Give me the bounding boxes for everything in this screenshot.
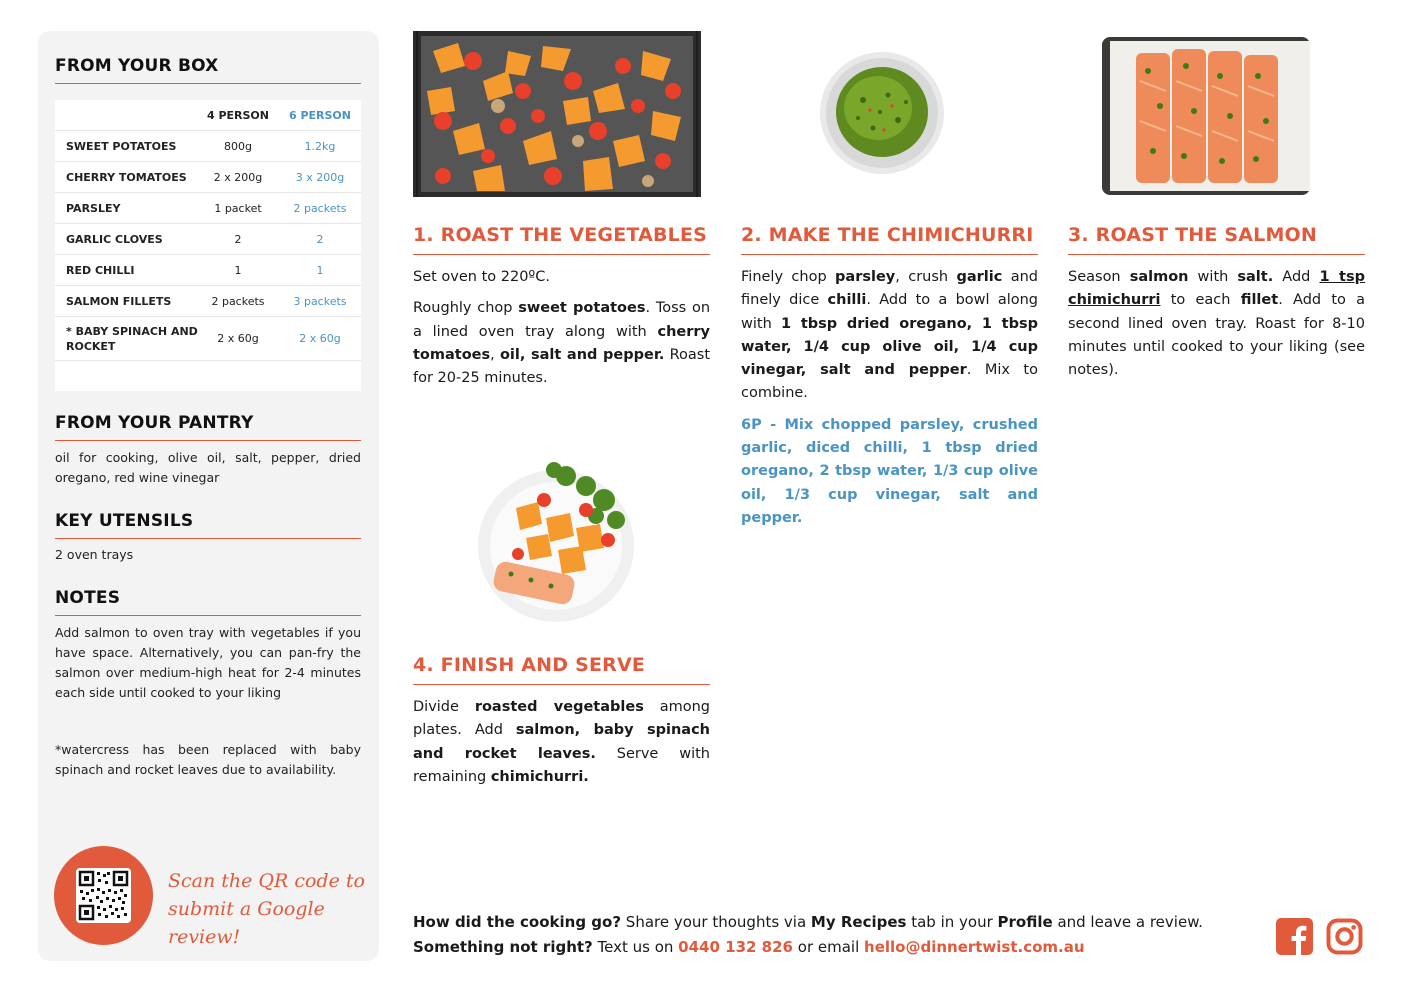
qty-6: 3 x 200g — [295, 170, 345, 184]
qty-6: 3 packets — [293, 294, 347, 308]
qty-4: 800g — [224, 139, 252, 153]
qty-6: 2 x 60g — [299, 332, 341, 345]
table-header — [55, 100, 361, 131]
table-row — [55, 162, 361, 193]
roasted-salmon-photo — [1098, 31, 1320, 197]
qr-badge — [54, 846, 153, 945]
footer-line-2: Something not right? Text us on 0440 132 826 or email hello@dinnertwist.com.au — [413, 938, 1085, 956]
step-1-title: 1. ROAST THE VEGETABLES — [413, 224, 708, 246]
ingredient-name: RED CHILLI — [66, 263, 135, 277]
step-1-body — [413, 266, 710, 398]
qty-4: 1 — [234, 263, 242, 277]
qr-code-icon[interactable] — [76, 868, 131, 923]
divider — [413, 684, 710, 685]
step-4-p1: Divide roasted vegetables among plates. Add salmon, baby spinach and rocket leaves. Serve with remaining chimichurri. — [413, 699, 710, 785]
table-row — [55, 193, 361, 224]
divider — [55, 440, 361, 441]
from-box-title: FROM YOUR BOX — [55, 56, 219, 76]
qty-6: 1 — [316, 263, 324, 277]
qty-4: 2 x 60g — [217, 332, 259, 345]
qty-6: 1.2kg — [304, 139, 336, 153]
qr-caption-line-2: submit a Google review! — [168, 898, 325, 948]
qty-4: 2 packets — [211, 294, 265, 308]
notes-title: NOTES — [55, 588, 121, 608]
step-2-title: 2. MAKE THE CHIMICHURRI — [741, 224, 1034, 246]
step-2-body — [741, 266, 1038, 538]
qty-6: 2 — [316, 232, 324, 246]
step-4-title: 4. FINISH AND SERVE — [413, 654, 646, 676]
ingredient-name: SALMON FILLETS — [66, 294, 172, 308]
table-row — [55, 286, 361, 317]
roasted-vegetables-photo — [413, 31, 701, 197]
qty-4: 2 x 200g — [213, 170, 263, 184]
step-4-body — [413, 696, 710, 797]
qr-caption — [168, 867, 368, 951]
chimichurri-bowl-photo — [818, 50, 946, 176]
step-1-p2: Roughly chop sweet potatoes. Toss on a lined oven tray along with cherry tomatoes, oil, salt and pepper. Roast for 20-25 minutes. — [413, 300, 711, 387]
email-link[interactable]: hello@dinnertwist.com.au — [864, 938, 1085, 956]
table-row — [55, 255, 361, 286]
footer-line-1: How did the cooking go? Share your thoughts via My Recipes tab in your Profile and leave a review. — [413, 913, 1203, 931]
table-row — [55, 317, 361, 361]
qty-4: 2 — [234, 232, 242, 246]
utensils-text: 2 oven trays — [55, 547, 134, 562]
divider — [55, 615, 361, 616]
ingredient-name: CHERRY TOMATOES — [66, 170, 187, 184]
pantry-title: FROM YOUR PANTRY — [55, 413, 254, 433]
table-row — [55, 131, 361, 162]
plated-dish-photo — [476, 458, 638, 624]
ingredient-name: * BABY SPINACH AND ROCKET — [66, 324, 198, 353]
col-4-person: 4 PERSON — [206, 108, 269, 122]
sidebar — [38, 31, 379, 961]
ingredient-name: GARLIC CLOVES — [66, 232, 163, 246]
instagram-icon[interactable] — [1326, 918, 1363, 955]
step-3-p1: Season salmon with salt. Add 1 tsp chimichurri to each fillet. Add to a second lined oven tray. Roast for 8-10 minutes until cooked to your liking (see notes). — [1068, 269, 1366, 379]
col-6-person: 6 PERSON — [288, 108, 351, 122]
pantry-text: oil for cooking, olive oil, salt, pepper, dried oregano, red wine vinegar — [55, 450, 361, 485]
ingredient-name: SWEET POTATOES — [66, 139, 177, 153]
step-3-title: 3. ROAST THE SALMON — [1068, 224, 1318, 246]
divider — [413, 254, 710, 255]
table-row — [55, 224, 361, 255]
ingredients-table — [55, 100, 361, 391]
qr-caption-line-1: Scan the QR code to — [168, 870, 365, 892]
facebook-icon[interactable] — [1276, 918, 1313, 955]
step-2-six-person-note: 6P - Mix chopped parsley, crushed garlic, diced chilli, 1 tbsp dried oregano, 2 tbsp water, 1/3 cup olive oil, 1/3 cup vinegar, salt and pepper. — [741, 416, 1038, 526]
qty-6: 2 packets — [293, 201, 347, 215]
qty-4: 1 packet — [214, 201, 262, 215]
utensils-title: KEY UTENSILS — [55, 511, 194, 531]
footer — [413, 910, 1233, 960]
divider — [55, 538, 361, 539]
divider — [741, 254, 1038, 255]
ingredient-name: PARSLEY — [66, 201, 121, 215]
step-1-p1: Set oven to 220ºC. — [413, 269, 550, 285]
notes-text-2: *watercress has been replaced with baby spinach and rocket leaves due to availability. — [55, 742, 361, 777]
notes-text: Add salmon to oven tray with vegetables if you have space. Alternatively, you can pan-fry the salmon over medium-high heat for 2-4 minutes each side until cooked to your liking — [55, 625, 361, 700]
phone-link[interactable]: 0440 132 826 — [678, 938, 793, 956]
divider — [1068, 254, 1365, 255]
step-3-body — [1068, 266, 1365, 390]
step-2-p1: Finely chop parsley, crush garlic and finely dice chilli. Add to a bowl along with 1 tbsp dried oregano, 1 tbsp water, 1/4 cup olive oil, 1/4 cup vinegar, salt and pepper. Mix to combine. — [741, 269, 1039, 402]
divider — [55, 83, 361, 84]
